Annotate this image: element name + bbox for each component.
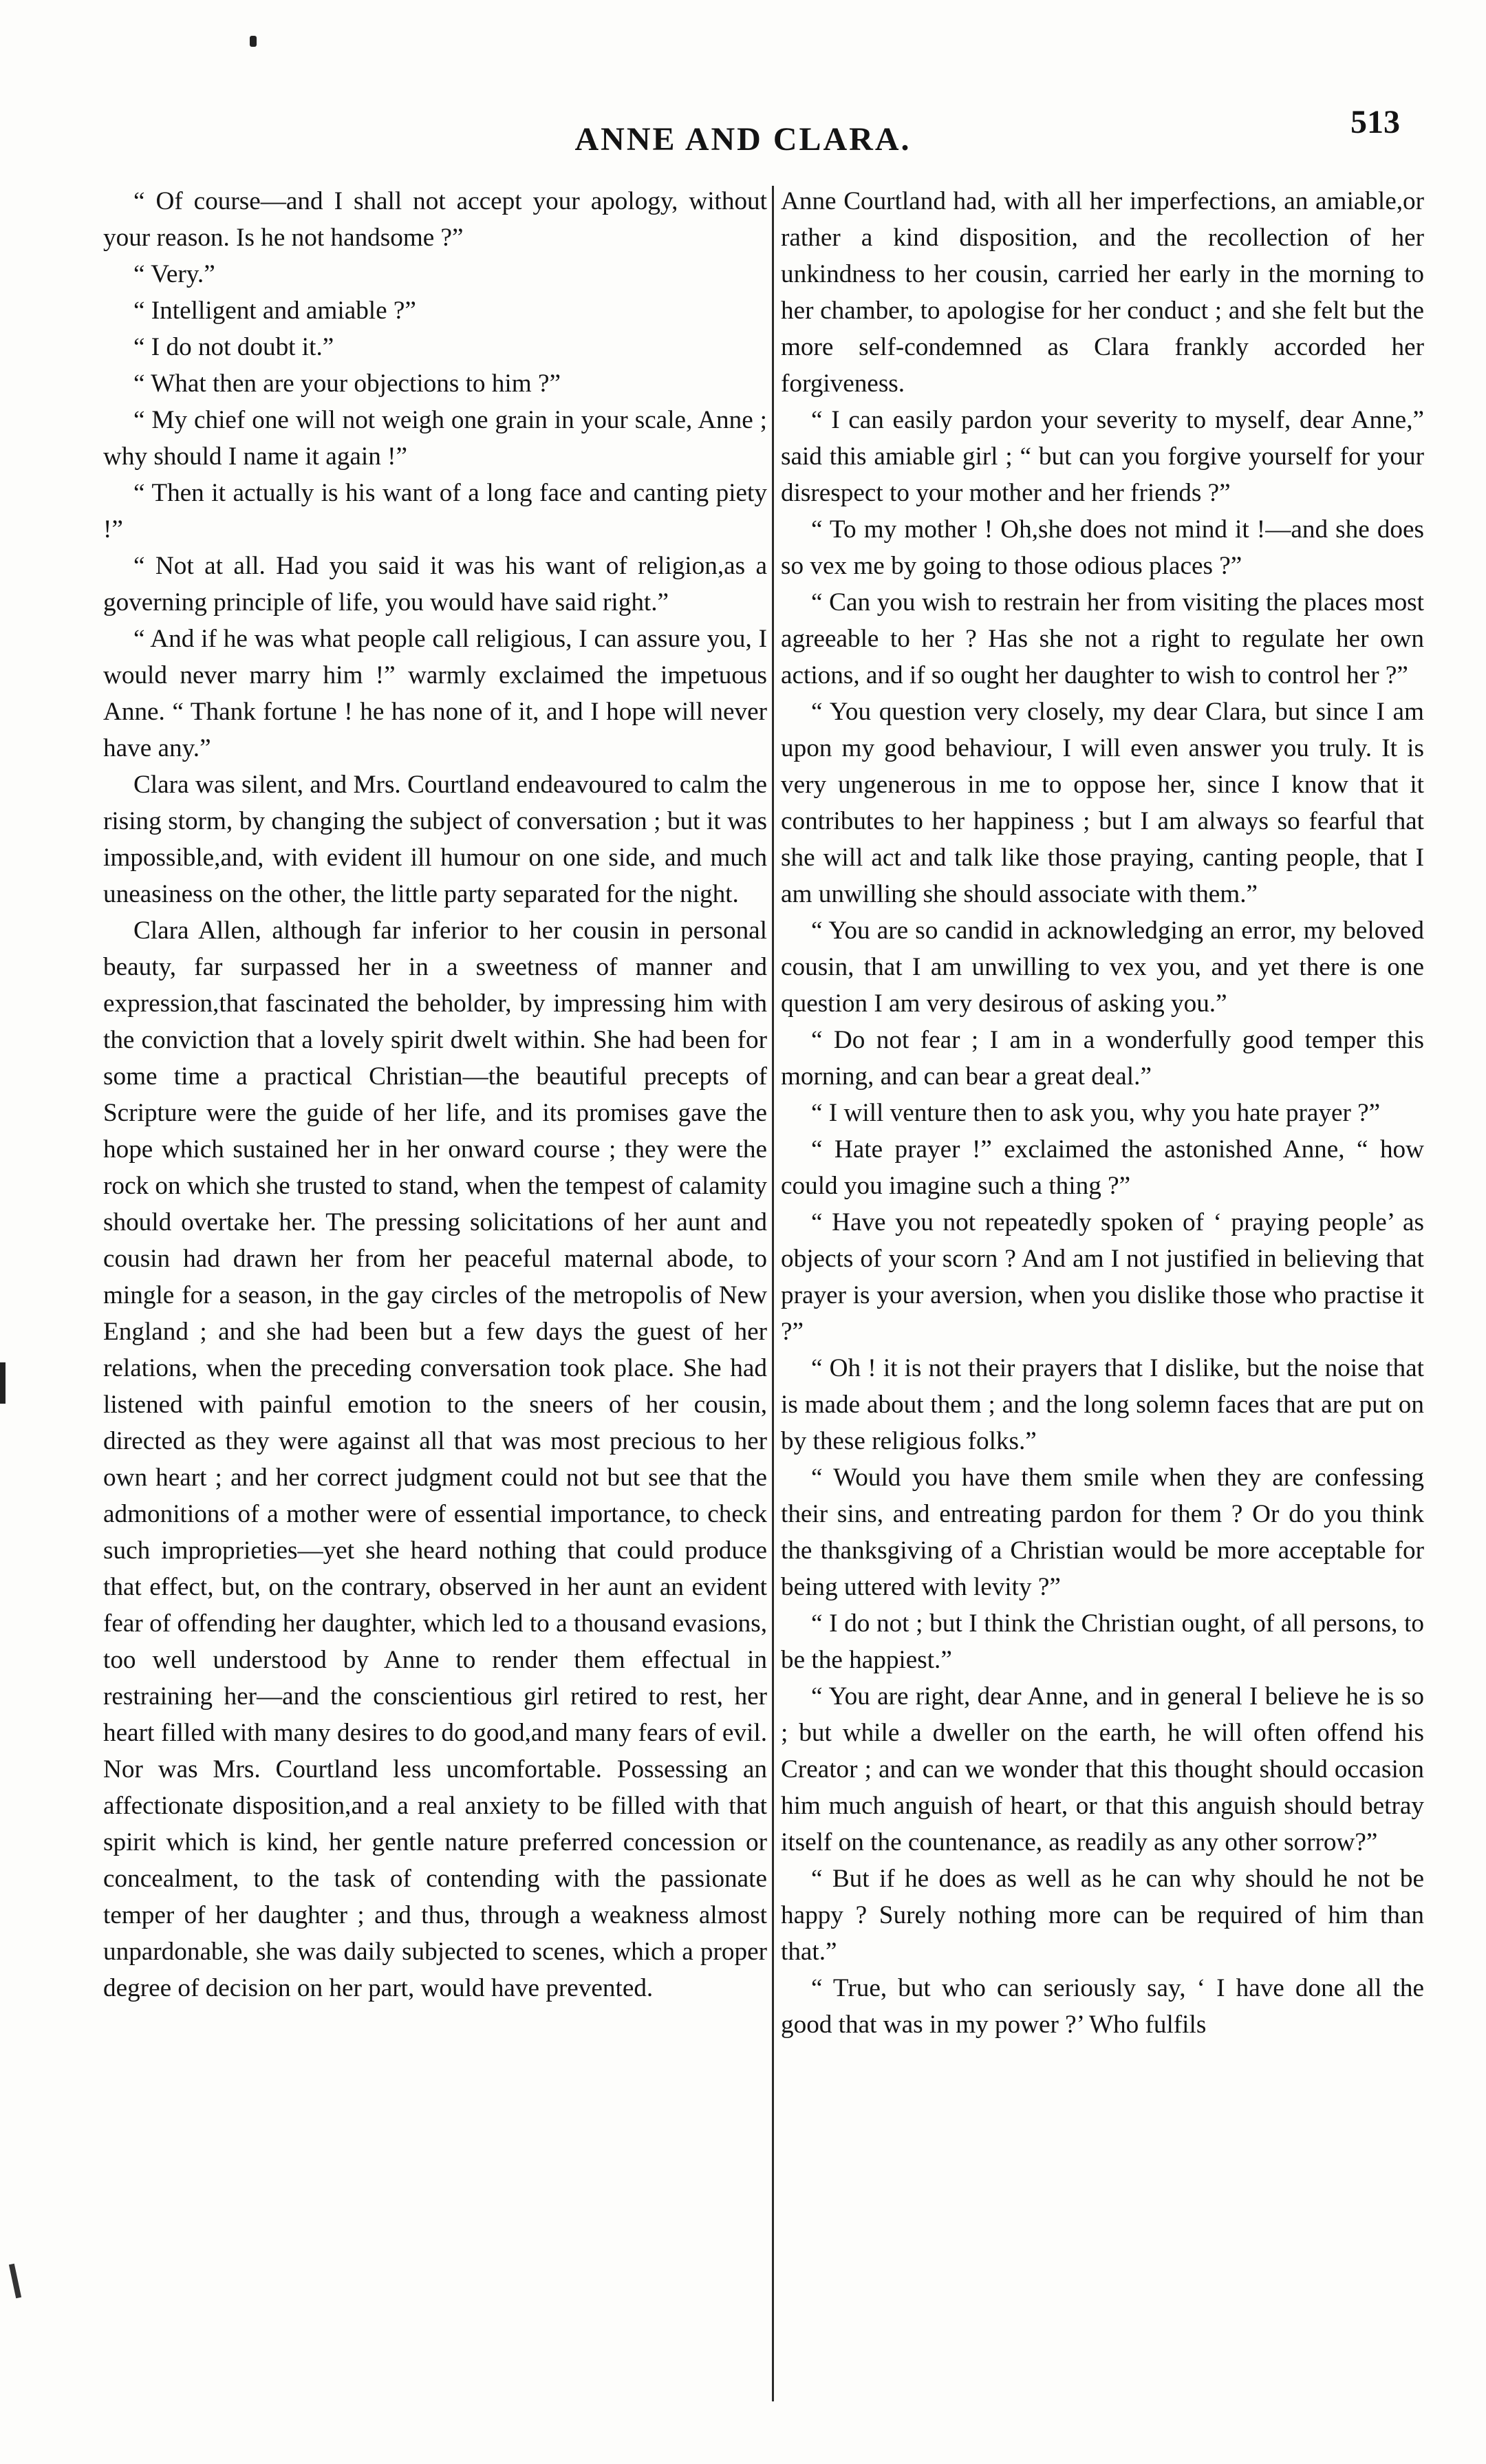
paragraph: “ You are right, dear Anne, and in general I believe he is so ; but while a dweller on the earth, he will often offend his Creator ; and can we wonder that this thought should occasion him much anguish of heart, or that this anguish should betray itself on the countenance, as readily as any other sorrow?”	[781, 1682, 1424, 1856]
paragraph: “ Can you wish to restrain her from visiting the places most agreeable to her ? Has she not a right to regulate her own actions, and if so ought her daughter to wish to control her ?”	[781, 588, 1424, 689]
page-number: 513	[1350, 104, 1400, 140]
paragraph: “ I do not ; but I think the Christian ought, of all persons, to be the happiest.”	[781, 1609, 1424, 1674]
paragraph: “ My chief one will not weigh one grain in your scale, Anne ; why should I name it again !”	[103, 406, 767, 471]
column-rule	[772, 186, 774, 2401]
margin-mark	[0, 1362, 6, 1404]
paragraph: “ Oh ! it is not their prayers that I dislike, but the noise that is made about them ; and the long solemn faces that are put on by these religious folks.”	[781, 1354, 1424, 1455]
paragraph: “ And if he was what people call religious, I can assure you, I would never marry him !” warmly exclaimed the impetuous Anne. “ Thank fortune ! he has none of it, and I hope will never have any.”	[103, 625, 767, 762]
paragraph: “ Then it actually is his want of a long face and canting piety !”	[103, 479, 767, 544]
paragraph: Clara was silent, and Mrs. Courtland endeavoured to calm the rising storm, by changing the subject of conversation ; but it was impossible,and, with evident ill humour on one side, and much uneasiness on the other, the little party separated for the night.	[103, 771, 767, 908]
paragraph: “ Have you not repeatedly spoken of ‘ praying people’ as objects of your scorn ? And am I not justified in believing that prayer is your aversion, when you dislike those who practise it ?”	[781, 1208, 1424, 1346]
paragraph: “ I can easily pardon your severity to myself, dear Anne,” said this amiable girl ; “ but can you forgive yourself for your disrespect to your mother and her friends ?”	[781, 406, 1424, 507]
paragraph: “ I will venture then to ask you, why you hate prayer ?”	[811, 1099, 1381, 1127]
paragraph: Anne Courtland had, with all her imperfections, an amiable,or rather a kind disposition, and the recollection of her unkindness to her cousin, carried her early in the morning to her chamber, to apologise for her conduct ; and she felt but the more self-condemned as Clara frankly accorded her forgiveness.	[781, 187, 1424, 398]
paragraph: “ Not at all. Had you said it was his want of religion,as a governing principle of life, you would have said right.”	[103, 552, 767, 617]
paragraph: “ You question very closely, my dear Clara, but since I am upon my good behaviour, I will even answer you truly. It is very ungenerous in me to oppose her, since I know that it contributes to her happiness ; but I am always so fearful that she will act and talk like those praying, canting people, that I am unwilling she should associate with them.”	[781, 698, 1424, 908]
paragraph: “ You are so candid in acknowledging an error, my beloved cousin, that I am unwilling to vex you, and yet there is one question I am very desirous of asking you.”	[781, 917, 1424, 1018]
paragraph: “ Very.”	[133, 260, 215, 288]
paragraph: “ Do not fear ; I am in a wonderfully good temper this morning, and can bear a great deal.”	[781, 1026, 1424, 1091]
paragraph: “ But if he does as well as he can why should he not be happy ? Surely nothing more can be required of him than that.”	[781, 1865, 1424, 1966]
left-column	[103, 183, 767, 2006]
paragraph: “ Hate prayer !” exclaimed the astonished Anne, “ how could you imagine such a thing ?”	[781, 1135, 1424, 1200]
paragraph: “ I do not doubt it.”	[133, 333, 334, 361]
paragraph: “ Of course—and I shall not accept your apology, without your reason. Is he not handsome ?”	[103, 187, 767, 252]
right-column	[781, 183, 1424, 2043]
margin-mark	[9, 2264, 21, 2299]
paragraph: “ Intelligent and amiable ?”	[133, 297, 416, 325]
paragraph: “ To my mother ! Oh,she does not mind it !—and she does so vex me by going to those odious places ?”	[781, 515, 1424, 580]
ink-speck	[250, 36, 257, 47]
paragraph: Clara Allen, although far inferior to her cousin in personal beauty, far surpassed her in a sweetness of manner and expression,that fascinated the beholder, by impressing him with the conviction that a lovely spirit dwelt within. She had been for some time a practical Christian—the beautiful precepts of Scripture were the guide of her life, and its promises gave the hope which sustained her in her onward course ; they were the rock on which she trusted to stand, when the tempest of calamity should overtake her. The pressing solicitations of her aunt and cousin had drawn her from her peaceful maternal abode, to mingle for a season, in the gay circles of the metropolis of New England ; and she had been but a few days the guest of her relations, when the preceding conversation took place. She had listened with painful emotion to the sneers of her cousin, directed as they were against all that was most precious to her own heart ; and her correct judgment could not but see that the admonitions of a mother were of essential importance, to check such improprieties—yet she heard nothing that could produce that effect, but, on the contrary, observed in her aunt an evident fear of offending her daughter, which led to a thousand evasions, too well understood by Anne to render them effectual in restraining her—and the conscientious girl retired to rest, her heart filled with many desires to do good,and many fears of evil. Nor was Mrs. Courtland less uncomfortable. Possessing an affectionate disposition,and a real anxiety to be filled with that spirit which is kind, her gentle nature preferred concession or concealment, to the task of contending with the passionate temper of her daughter ; and thus, through a weakness almost unpardonable, she was daily subjected to scenes, which a proper degree of decision on her part, would have prevented.	[103, 917, 767, 2002]
paragraph: “ Would you have them smile when they are confessing their sins, and entreating pardon for them ? Or do you think the thanksgiving of a Christian would be more acceptable for being uttered with levity ?”	[781, 1464, 1424, 1601]
paragraph: “ What then are your objections to him ?”	[133, 369, 561, 398]
running-title: ANNE AND CLARA.	[574, 121, 912, 158]
paragraph: “ True, but who can seriously say, ‘ I have done all the good that was in my power ?’ Who fulfils	[781, 1974, 1424, 2039]
